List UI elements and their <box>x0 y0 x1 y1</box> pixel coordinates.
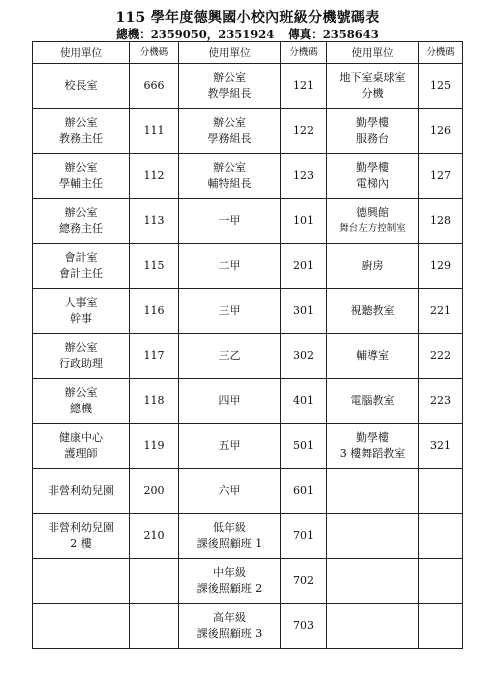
column-header-code: 分機碼 <box>130 42 179 64</box>
unit-cell <box>33 64 130 109</box>
extension-cell: 116 <box>130 289 179 334</box>
extension-cell: 112 <box>130 154 179 199</box>
unit-label-line: 會計室 <box>64 251 98 264</box>
unit-label-line: 辦公室 <box>64 341 98 354</box>
unit-cell <box>327 559 419 604</box>
extension-cell: 601 <box>281 469 327 514</box>
unit-label-line: 行政助理 <box>59 357 103 370</box>
unit-cell <box>327 469 419 514</box>
extension-cell: 702 <box>281 559 327 604</box>
unit-label-line: 低年級 <box>213 521 246 534</box>
unit-label-line: 視聽教室 <box>350 304 395 317</box>
table-row <box>33 289 463 334</box>
unit-label-line: 中年級 <box>213 566 246 579</box>
unit-label-line: 辦公室 <box>213 161 246 174</box>
unit-label-line: 勤學樓 <box>356 161 389 174</box>
unit-label-line: 高年級 <box>213 611 246 624</box>
unit-cell <box>327 199 419 244</box>
unit-cell <box>179 109 281 154</box>
extension-cell: 302 <box>281 334 327 379</box>
unit-cell <box>327 244 419 289</box>
unit-label-line: 會計主任 <box>59 267 103 280</box>
unit-cell <box>179 379 281 424</box>
unit-label-line: 幹事 <box>70 312 92 325</box>
unit-label-line: 非營利幼兒園 <box>48 484 114 497</box>
unit-label-line: 辦公室 <box>213 71 246 84</box>
extension-cell: 301 <box>281 289 327 334</box>
extension-cell: 125 <box>419 64 463 109</box>
unit-cell <box>327 109 419 154</box>
unit-cell <box>327 289 419 334</box>
unit-label-line: 辦公室 <box>213 116 246 129</box>
unit-cell <box>327 154 419 199</box>
unit-label-line: 廚房 <box>361 259 384 272</box>
extension-cell: 111 <box>130 109 179 154</box>
column-header-code: 分機碼 <box>281 42 327 64</box>
extension-cell: 115 <box>130 244 179 289</box>
unit-label-line: 服務台 <box>356 132 389 145</box>
unit-label-line: 校長室 <box>64 79 98 92</box>
extension-cell: 118 <box>130 379 179 424</box>
unit-cell <box>327 379 419 424</box>
table-row <box>33 109 463 154</box>
column-header-unit: 使用單位 <box>179 42 281 64</box>
unit-label-line: 電梯內 <box>356 177 389 190</box>
unit-cell <box>33 559 130 604</box>
extension-cell <box>419 559 463 604</box>
extension-table <box>32 41 463 649</box>
unit-cell <box>179 64 281 109</box>
extension-cell: 123 <box>281 154 327 199</box>
fax-number: 傳真：2358643 <box>288 27 379 41</box>
unit-label-line: 教務主任 <box>59 132 103 145</box>
unit-label-line: 辦公室 <box>64 116 98 129</box>
table-row <box>33 379 463 424</box>
unit-cell <box>33 469 130 514</box>
unit-label-line: 總機 <box>70 402 92 415</box>
extension-cell: 210 <box>130 514 179 559</box>
extension-cell: 221 <box>419 289 463 334</box>
unit-label-line: 三甲 <box>218 304 241 317</box>
unit-cell <box>33 289 130 334</box>
extension-cell <box>419 604 463 649</box>
unit-cell <box>33 379 130 424</box>
extension-cell: 223 <box>419 379 463 424</box>
unit-label-line: 分機 <box>361 87 384 100</box>
extension-cell <box>130 604 179 649</box>
extension-cell: 666 <box>130 64 179 109</box>
extension-cell: 501 <box>281 424 327 469</box>
table-row <box>33 244 463 289</box>
unit-label-line: 辦公室 <box>64 161 98 174</box>
unit-label-line: 一甲 <box>218 214 241 227</box>
extension-cell: 701 <box>281 514 327 559</box>
unit-label-line: 四甲 <box>218 394 241 407</box>
extension-cell: 127 <box>419 154 463 199</box>
table-row <box>33 469 463 514</box>
unit-label-line: 輔導室 <box>356 349 389 362</box>
column-header-unit: 使用單位 <box>327 42 419 64</box>
unit-cell <box>327 334 419 379</box>
extension-cell: 119 <box>130 424 179 469</box>
unit-label-line: 五甲 <box>218 439 241 452</box>
unit-cell <box>179 559 281 604</box>
unit-label-line: 課後照顧班 2 <box>196 582 263 595</box>
unit-label-line: 電腦教室 <box>350 394 395 407</box>
unit-cell <box>327 514 419 559</box>
extension-cell: 117 <box>130 334 179 379</box>
unit-label-line: 舞台左方控制室 <box>339 223 406 234</box>
unit-cell <box>179 154 281 199</box>
column-header-code: 分機碼 <box>419 42 463 64</box>
unit-label-line: 輔特組長 <box>207 177 252 190</box>
unit-label-line: 辦公室 <box>64 386 98 399</box>
table-row <box>33 154 463 199</box>
unit-cell <box>33 154 130 199</box>
extension-cell: 703 <box>281 604 327 649</box>
extension-cell: 101 <box>281 199 327 244</box>
unit-cell <box>179 424 281 469</box>
unit-label-line: 二甲 <box>218 259 241 272</box>
table-row <box>33 64 463 109</box>
page-title: 115 學年度德興國小校內班級分機號碼表 <box>115 10 380 26</box>
column-header-unit: 使用單位 <box>33 42 130 64</box>
extension-cell: 128 <box>419 199 463 244</box>
extension-cell: 113 <box>130 199 179 244</box>
extension-cell <box>419 469 463 514</box>
unit-label-line: 2 樓 <box>70 537 92 550</box>
unit-cell <box>179 199 281 244</box>
unit-cell <box>179 244 281 289</box>
table-row <box>33 334 463 379</box>
unit-cell <box>33 244 130 289</box>
unit-label-line: 3 樓舞蹈教室 <box>339 447 406 460</box>
switchboard-number: 總機：2359050，2351924 <box>116 27 275 41</box>
extension-cell: 401 <box>281 379 327 424</box>
table-row <box>33 199 463 244</box>
unit-label-line: 總務主任 <box>59 222 103 235</box>
unit-label-line: 學輔主任 <box>59 177 103 190</box>
unit-cell <box>33 109 130 154</box>
extension-cell: 122 <box>281 109 327 154</box>
unit-label-line: 勤學樓 <box>356 431 389 444</box>
extension-cell: 200 <box>130 469 179 514</box>
unit-label-line: 辦公室 <box>64 206 98 219</box>
unit-cell <box>327 604 419 649</box>
extension-cell: 201 <box>281 244 327 289</box>
table-row <box>33 559 463 604</box>
contact-line <box>0 27 495 41</box>
unit-label-line: 護理師 <box>64 447 98 460</box>
unit-cell <box>327 64 419 109</box>
unit-label-line: 勤學樓 <box>356 116 389 129</box>
unit-label-line: 課後照顧班 1 <box>196 537 263 550</box>
table-row <box>33 424 463 469</box>
unit-label-line: 德興館 <box>356 206 389 219</box>
unit-cell <box>33 604 130 649</box>
unit-label-line: 課後照顧班 3 <box>196 627 263 640</box>
unit-cell <box>327 424 419 469</box>
table-row <box>33 514 463 559</box>
unit-label-line: 三乙 <box>218 349 241 362</box>
unit-cell <box>33 514 130 559</box>
table-row <box>33 604 463 649</box>
extension-cell: 222 <box>419 334 463 379</box>
unit-label-line: 學務組長 <box>207 132 252 145</box>
unit-cell <box>179 289 281 334</box>
unit-label-line: 六甲 <box>218 484 241 497</box>
table-body <box>33 64 463 649</box>
extension-cell: 126 <box>419 109 463 154</box>
extension-cell: 121 <box>281 64 327 109</box>
extension-cell <box>419 514 463 559</box>
unit-cell <box>179 334 281 379</box>
extension-cell: 129 <box>419 244 463 289</box>
extension-cell: 321 <box>419 424 463 469</box>
unit-cell <box>33 199 130 244</box>
unit-cell <box>179 469 281 514</box>
unit-label-line: 地下室桌球室 <box>339 71 406 84</box>
unit-cell <box>179 604 281 649</box>
unit-label-line: 非營利幼兒園 <box>48 521 114 534</box>
unit-cell <box>179 514 281 559</box>
unit-cell <box>33 334 130 379</box>
unit-cell <box>33 424 130 469</box>
unit-label-line: 健康中心 <box>59 431 103 444</box>
extension-cell <box>130 559 179 604</box>
table-header-row <box>33 42 463 64</box>
unit-label-line: 教學組長 <box>207 87 252 100</box>
unit-label-line: 人事室 <box>64 296 98 309</box>
